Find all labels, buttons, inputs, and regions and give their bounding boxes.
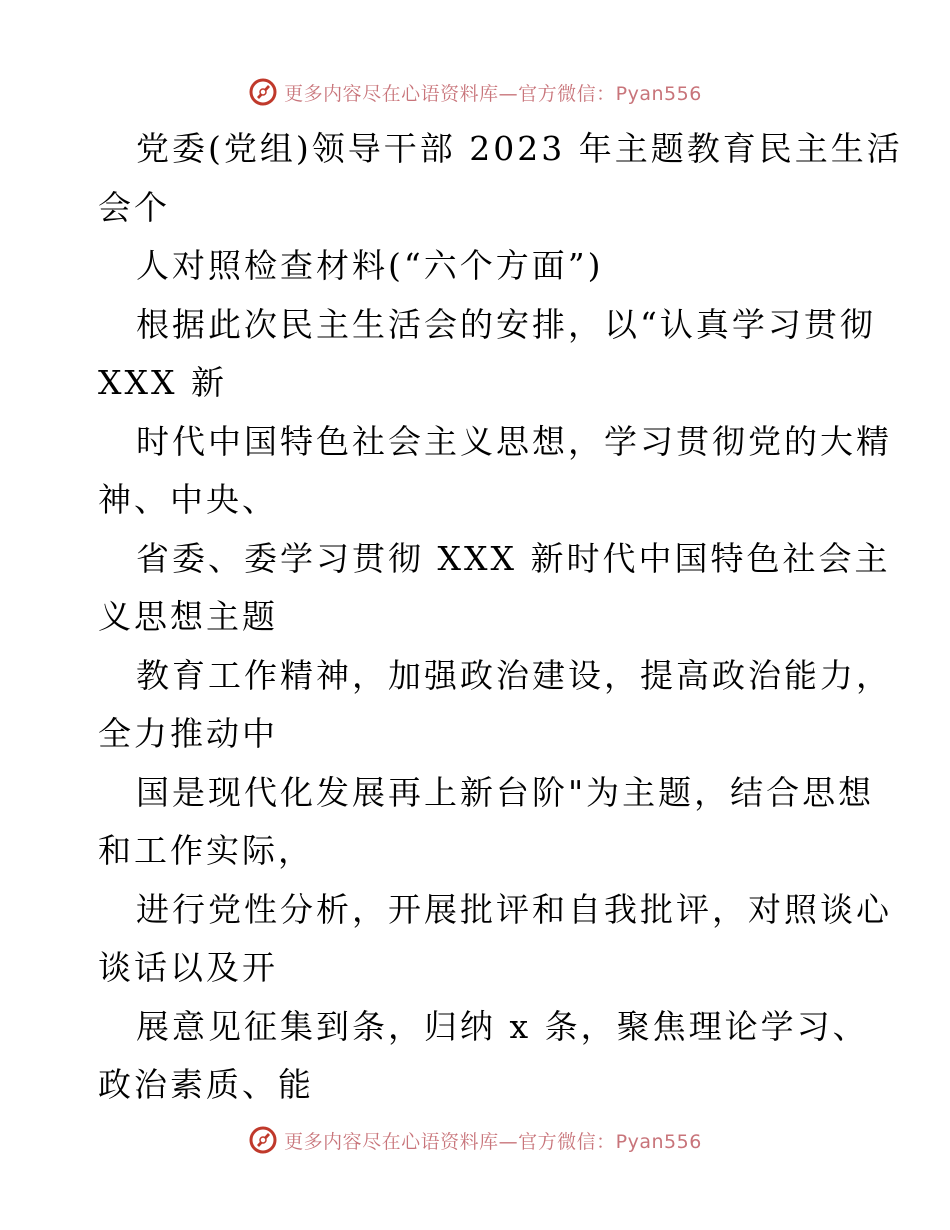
- document-line: 进行党性分析，开展批评和自我批评，对照谈心: [136, 889, 892, 929]
- header-banner: [0, 72, 950, 112]
- footer-banner: [0, 1120, 950, 1160]
- document-line: 政治素质、能: [98, 1065, 314, 1104]
- document-line: 全力推动中: [98, 714, 278, 753]
- footer-banner-text: 更多内容尽在心语资料库—官方微信：Pyan556: [284, 1130, 702, 1153]
- document-line: 义思想主题: [98, 597, 278, 636]
- document-line: 根据此次民主生活会的安排，以“认真学习贯彻: [136, 304, 876, 344]
- document-line: 党委(党组)领导干部 2023 年主题教育民主生活: [136, 129, 903, 168]
- logo-icon: [248, 1125, 278, 1155]
- document-line: 谈话以及开: [98, 948, 278, 987]
- document-line: 教育工作精神，加强政治建设，提高政治能力，: [136, 655, 892, 695]
- document-line: 会个: [98, 187, 170, 227]
- document-line: XXX 新: [98, 363, 227, 402]
- logo-icon: [248, 77, 278, 107]
- document-line: 省委、委学习贯彻 XXX 新时代中国特色社会主: [136, 538, 891, 578]
- document-line: 展意见征集到条，归纳 x 条，聚焦理论学习、: [136, 1006, 869, 1046]
- document-line: 时代中国特色社会主义思想，学习贯彻党的大精: [136, 421, 892, 461]
- document-line: 和工作实际，: [98, 831, 314, 870]
- document-line: 人对照检查材料(“六个方面”): [136, 246, 604, 285]
- document-line: 神、中央、: [98, 480, 278, 519]
- header-banner-text: 更多内容尽在心语资料库—官方微信：Pyan556: [284, 82, 702, 105]
- document-body: [98, 120, 903, 1115]
- document-line: 国是现代化发展再上新台阶"为主题，结合思想: [136, 772, 875, 812]
